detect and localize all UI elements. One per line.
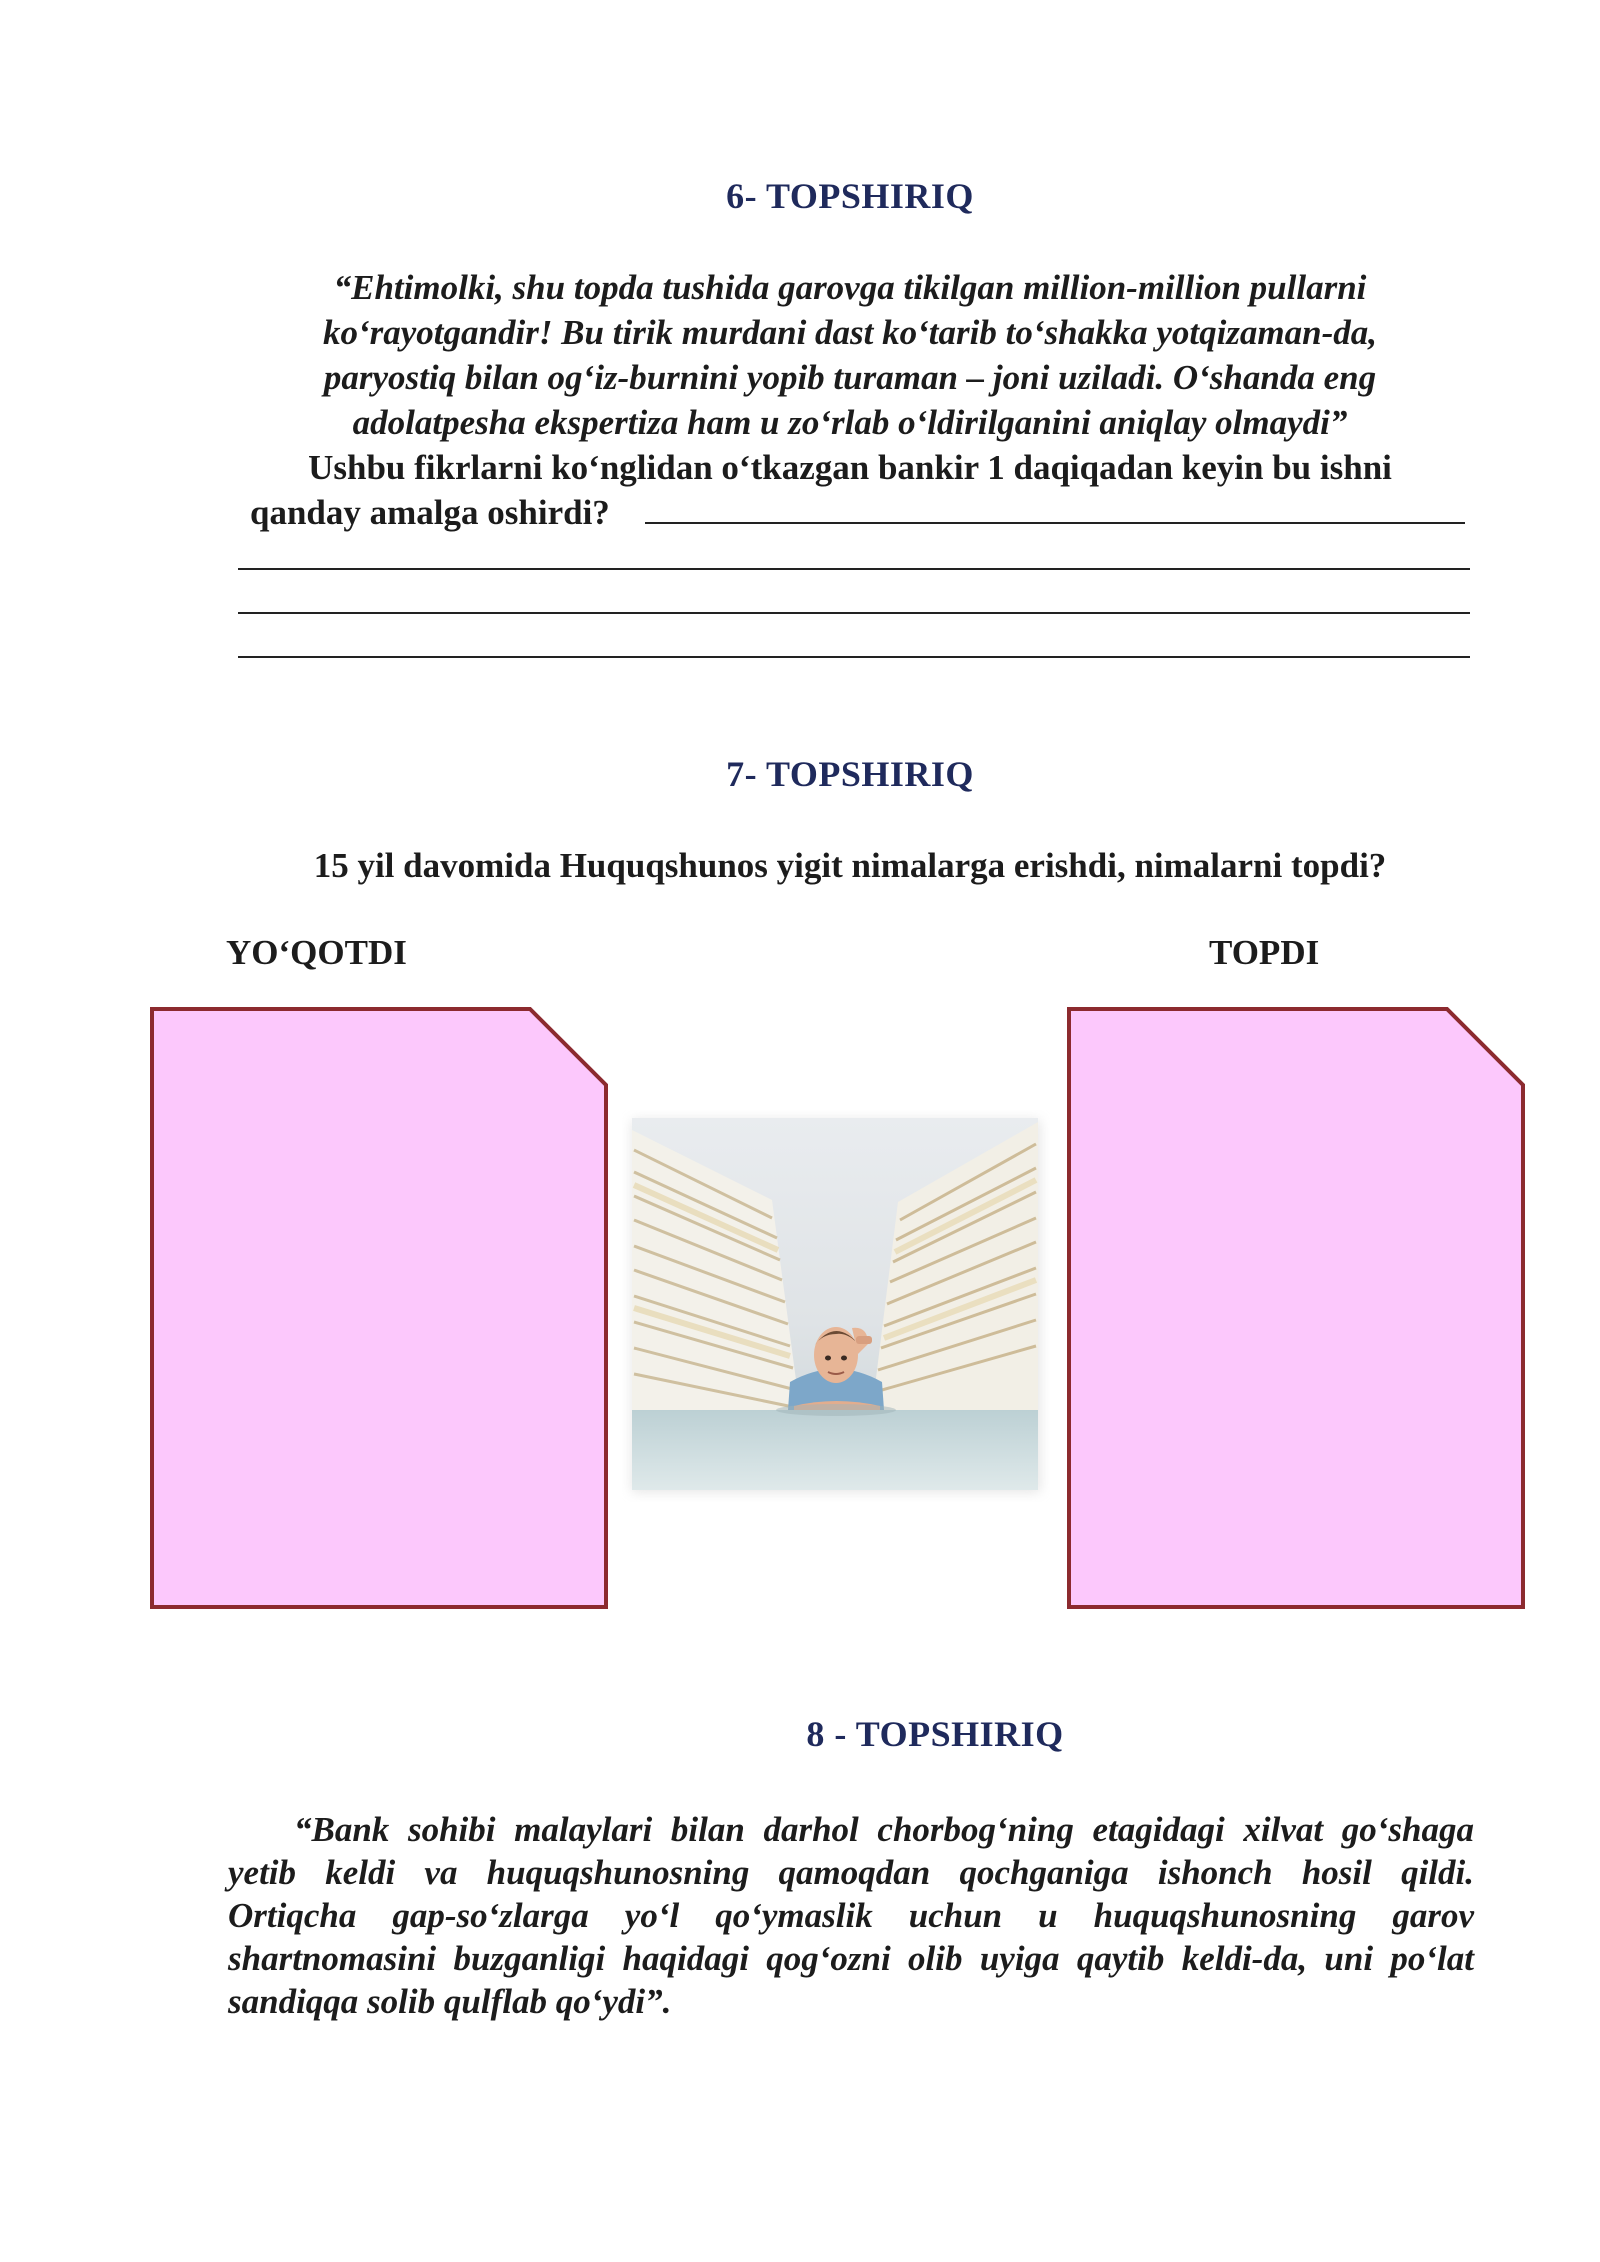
task6-question	[0, 445, 1600, 490]
question-line: qanday amalga oshirdi?	[250, 493, 610, 532]
label-topdi: TOPDI	[1209, 933, 1320, 972]
topdi-answer-box[interactable]	[1065, 1005, 1527, 1611]
paragraph-line: “Bank sohibi malaylari bilan darhol chorbog‘ning etagidagi xilvat go‘shaga	[294, 1810, 1474, 1849]
quote-line: adolatpesha ekspertiza ham u zo‘rlab o‘ldirilganini aniqlay olmaydi”	[352, 403, 1348, 442]
paragraph-line: yetib keldi va huquqshunosning qamoqdan qochganiga ishonch hosil qildi.	[228, 1853, 1474, 1892]
paragraph-line: sandiqqa solib qulflab qo‘ydi”.	[228, 1982, 672, 2021]
answer-line[interactable]	[238, 568, 1470, 570]
question-line: 15 yil davomida Huquqshunos yigit nimalarga erishdi, nimalarni topdi?	[313, 846, 1387, 885]
quote-line: paryostiq bilan og‘iz-burnini yopib turaman – joni uziladi. O‘shanda eng	[323, 358, 1377, 397]
paragraph-line: shartnomasini buzganligi haqidagi qog‘ozni olib uyiga qaytib keldi-da, uni po‘lat	[228, 1939, 1474, 1978]
quote-line: “Ehtimolki, shu topda tushida garovga tikilgan million-million pullarni	[333, 268, 1367, 307]
task7-heading: 7- TOPSHIRIQ	[726, 754, 974, 794]
task8-heading: 8 - TOPSHIRIQ	[806, 1714, 1064, 1754]
paragraph-line: Ortiqcha gap-so‘zlarga yo‘l qo‘ymaslik uchun u huquqshunosning garov	[228, 1896, 1474, 1935]
task8-paragraph	[228, 1808, 1474, 2023]
label-yoqotdi: YO‘QOTDI	[226, 933, 407, 972]
task6-question-second	[250, 490, 610, 535]
task6-heading: 6- TOPSHIRIQ	[726, 176, 974, 216]
yoqotdi-answer-box[interactable]	[148, 1005, 610, 1611]
answer-line[interactable]	[238, 656, 1470, 658]
quote-line: ko‘rayotgandir! Bu tirik murdani dast ko‘tarib to‘shakka yotqizaman-da,	[322, 313, 1378, 352]
man-among-paper-stacks-photo	[622, 1110, 1050, 1502]
question-line: Ushbu fikrlarni ko‘nglidan o‘tkazgan bankir 1 daqiqadan keyin bu ishni	[308, 448, 1392, 487]
task7-question	[0, 843, 1600, 888]
answer-line[interactable]	[645, 522, 1465, 524]
answer-line[interactable]	[238, 612, 1470, 614]
task6-quote	[200, 265, 1500, 445]
